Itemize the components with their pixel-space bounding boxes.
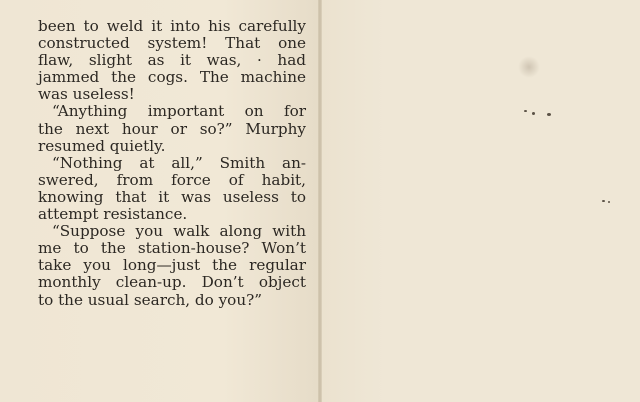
text-line: take you long—just the regular [38, 256, 306, 275]
text-line: constructed system! That one [38, 34, 306, 53]
text-line: me to the station-house? Won’t [38, 239, 306, 258]
ink-speck [532, 112, 535, 115]
text-line: jammed the cogs. The machine [38, 68, 306, 87]
text-line: to the usual search, do you?” [38, 290, 263, 309]
ink-speck [602, 200, 605, 202]
left-page [0, 0, 318, 402]
text-line: the next hour or so?” Murphy [38, 119, 306, 138]
ink-speck [608, 201, 610, 203]
text-line: knowing that it was useless to [38, 187, 306, 206]
text-line: monthly clean-up. Don’t object [38, 273, 306, 292]
ink-speck [524, 110, 527, 112]
text-line: been to weld it into his carefully [38, 17, 306, 35]
text-line: “Anything important on for [52, 102, 306, 121]
text-line: resumed quietly. [38, 136, 166, 155]
ink-speck [547, 113, 551, 116]
right-page [322, 0, 640, 402]
text-line: was useless! [38, 85, 135, 104]
body-text [38, 18, 306, 309]
paper-smudge [518, 56, 540, 78]
text-line: “Nothing at all,” Smith an- [52, 153, 306, 172]
text-line: swered, from force of habit, [38, 170, 306, 189]
text-line: flaw, slight as it was, · had [38, 51, 306, 70]
text-line: attempt resistance. [38, 205, 188, 224]
text-line: “Suppose you walk along with [52, 222, 306, 241]
